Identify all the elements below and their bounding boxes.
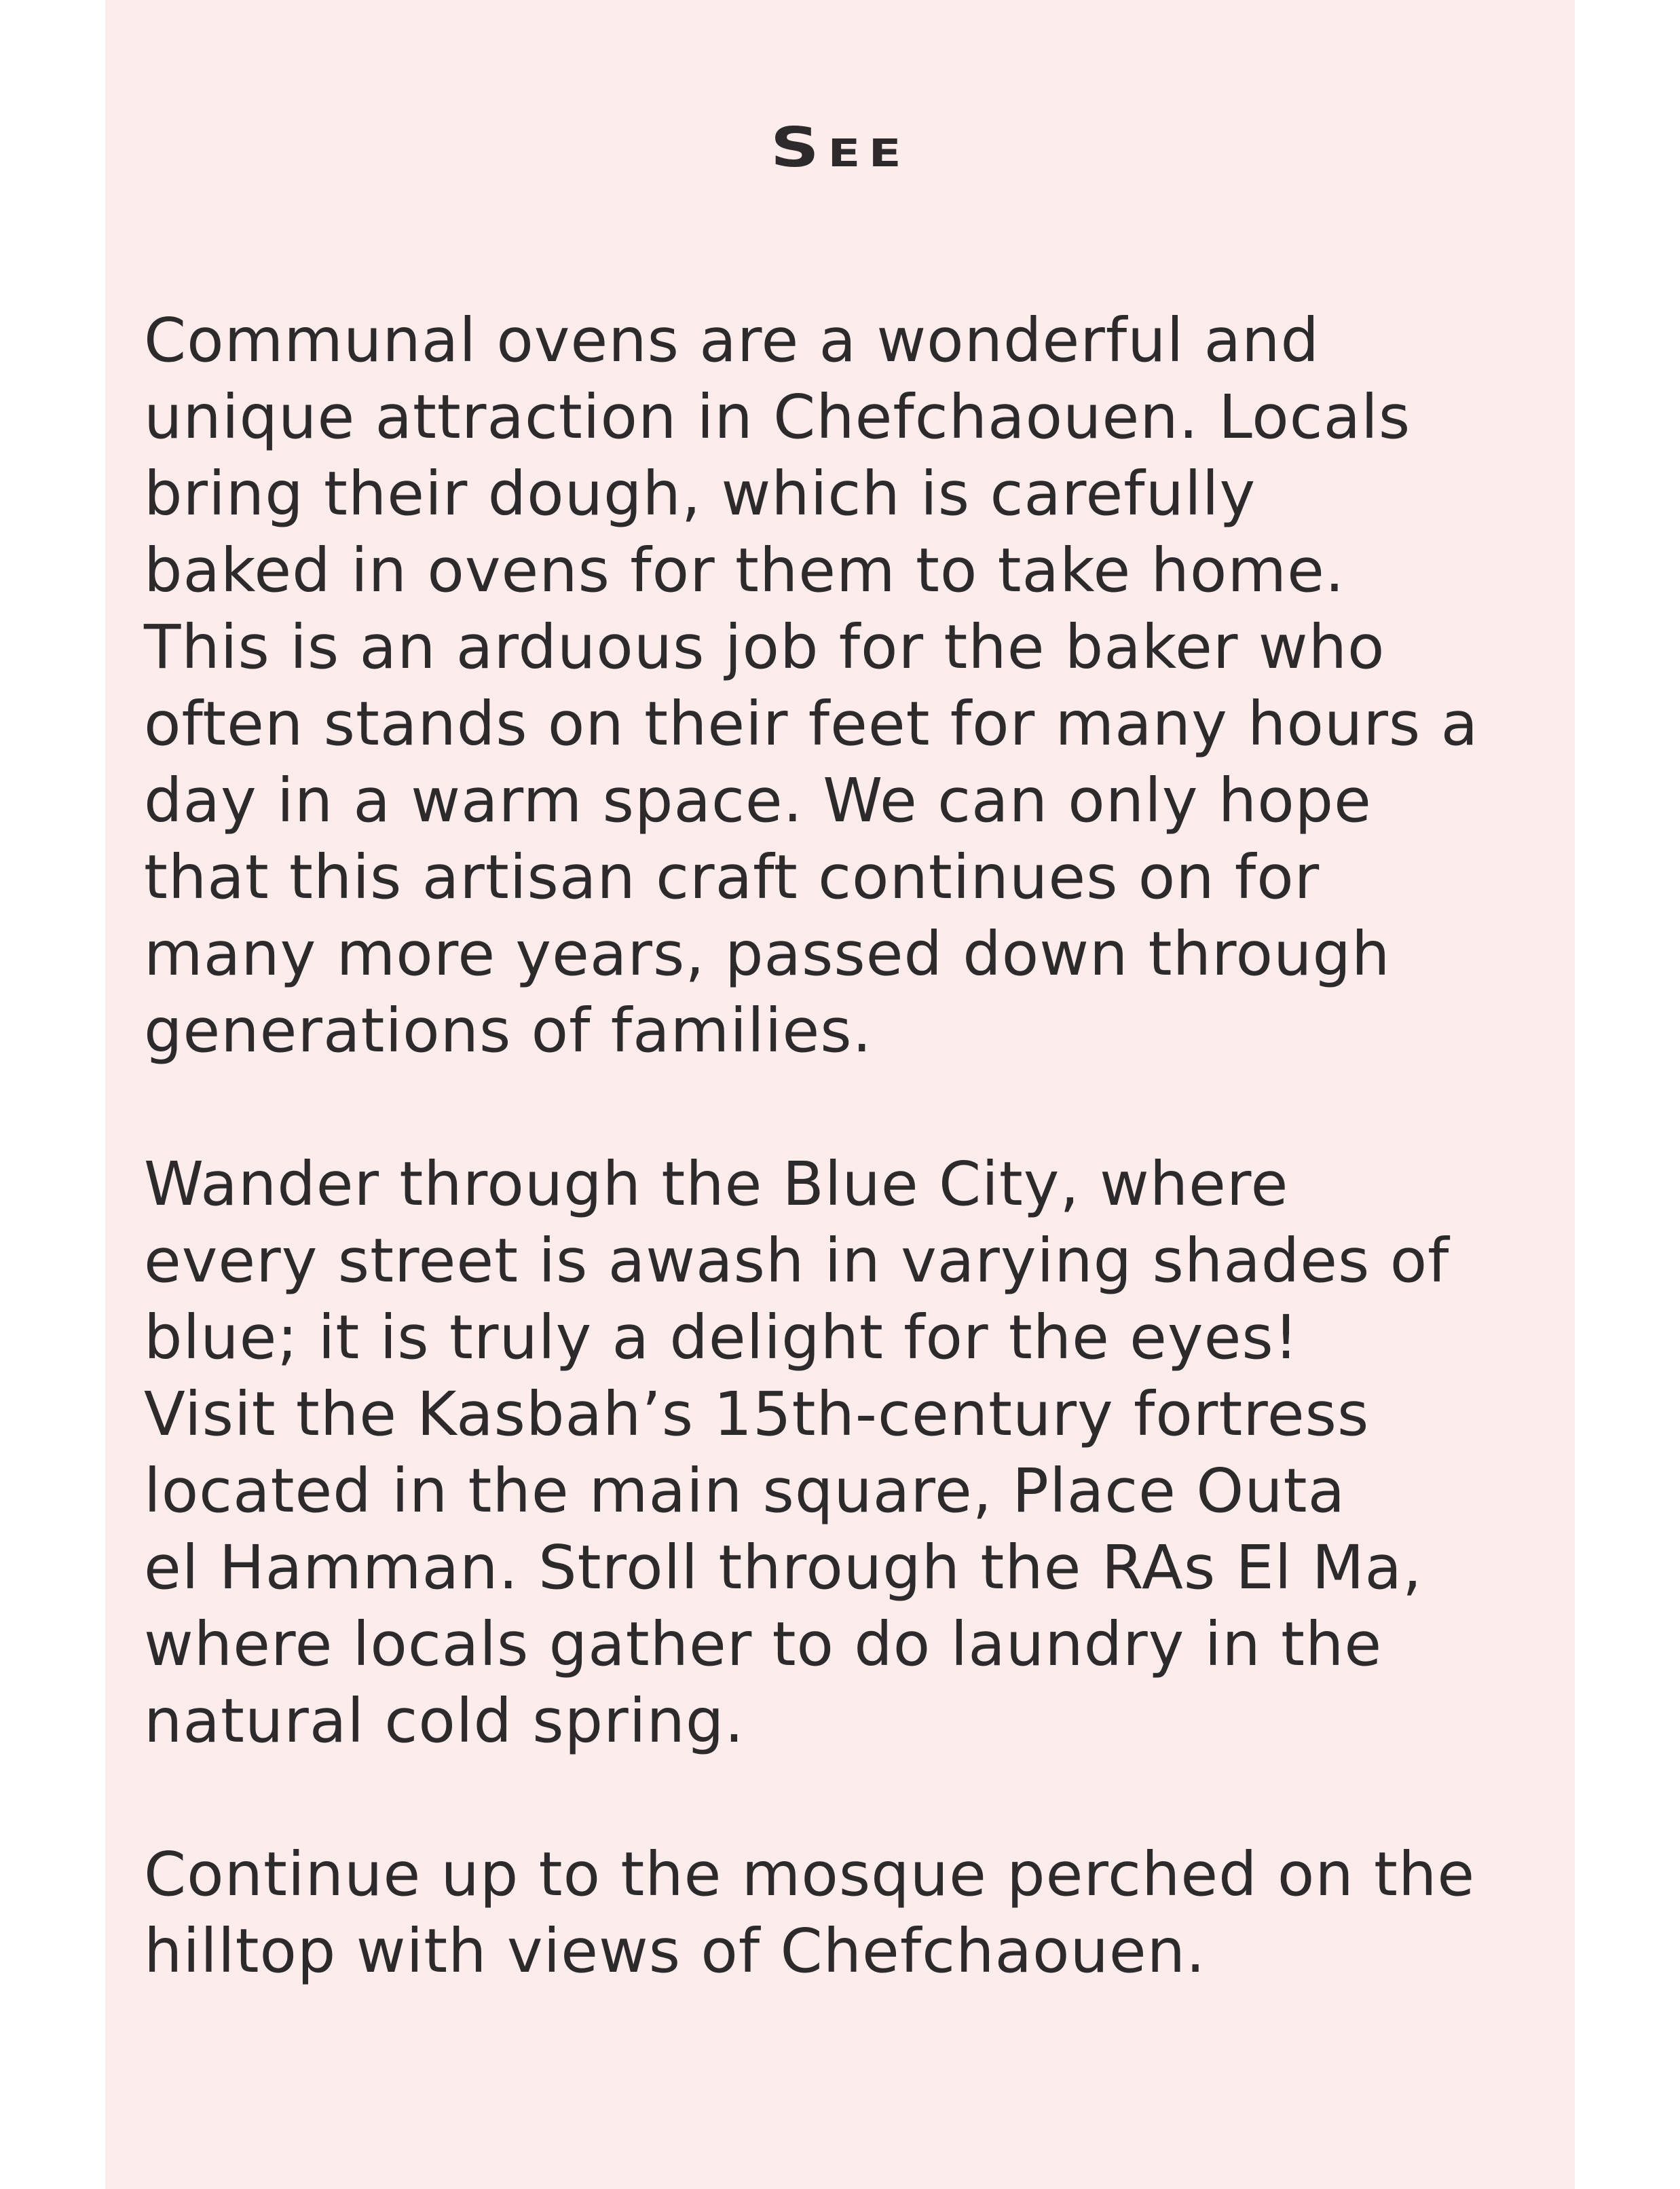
paragraph-gap — [144, 1759, 1563, 1836]
paragraph-mosque — [144, 1836, 1563, 1989]
text-line: often stands on their feet for many hours a — [144, 688, 1479, 759]
text-line: blue; it is truly a delight for the eyes! — [144, 1302, 1299, 1372]
text-line: many more years, passed down through — [144, 918, 1391, 989]
text-line: natural cold spring. — [144, 1685, 745, 1756]
text-line: that this artisan craft continues on for — [144, 842, 1320, 912]
text-line: bring their dough, which is carefully — [144, 458, 1256, 529]
text-line: generations of families. — [144, 995, 872, 1066]
paragraph-blue-city — [144, 1146, 1563, 1759]
text-line: This is an arduous job for the baker who — [144, 612, 1385, 682]
text-line: where locals gather to do laundry in the — [144, 1609, 1383, 1679]
text-line: Wander through the Blue City, where — [144, 1148, 1289, 1219]
text-line: unique attraction in Chefchaouen. Locals — [144, 381, 1411, 452]
text-line: day in a warm space. We can only hope — [144, 765, 1372, 836]
text-line: located in the main square, Place Outa — [144, 1455, 1346, 1526]
text-line: Communal ovens are a wonderful and — [144, 305, 1320, 375]
content-panel — [105, 0, 1575, 2189]
text-line: hilltop with views of Chefchaouen. — [144, 1915, 1206, 1986]
section-heading: See — [770, 116, 910, 179]
text-line: baked in ovens for them to take home. — [144, 535, 1345, 605]
body-text — [144, 302, 1563, 1989]
text-line: every street is awash in varying shades of — [144, 1225, 1450, 1296]
text-line: Visit the Kasbah’s 15th-century fortress — [144, 1379, 1370, 1449]
text-line: Continue up to the mosque perched on the — [144, 1839, 1476, 1909]
paragraph-communal-ovens — [144, 302, 1563, 1069]
paragraph-gap — [144, 1069, 1563, 1146]
text-line: el Hamman. Stroll through the RAs El Ma, — [144, 1532, 1423, 1603]
